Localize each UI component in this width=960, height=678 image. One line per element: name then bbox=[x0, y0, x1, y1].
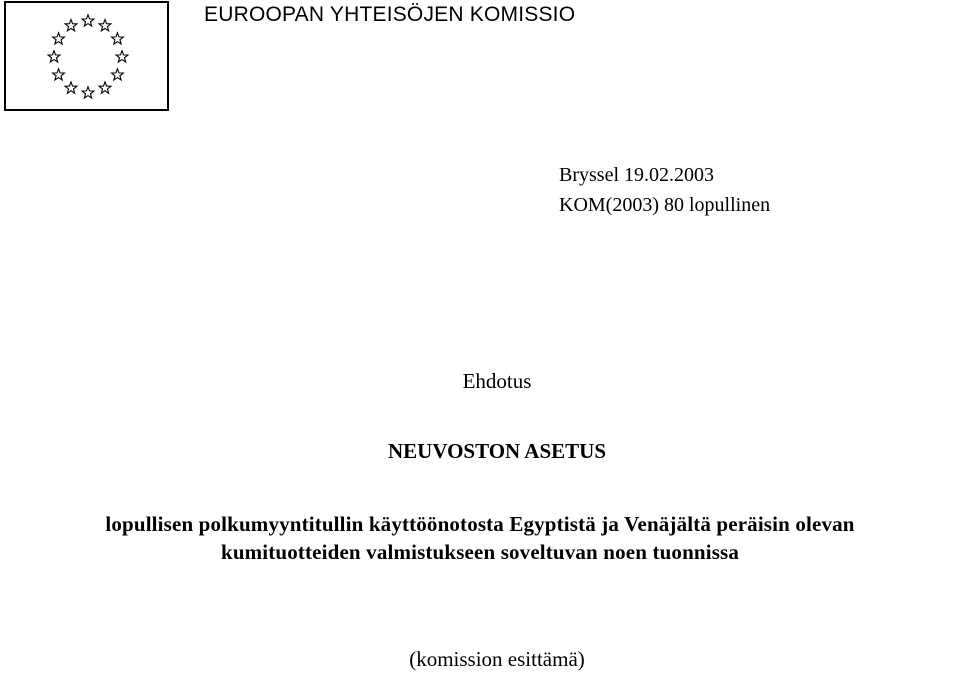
presented-by: (komission esittämä) bbox=[409, 647, 585, 671]
document-reference: KOM(2003) 80 lopullinen bbox=[559, 194, 771, 216]
eu-stars-circle-icon bbox=[6, 3, 171, 113]
organization-name: EUROOPAN YHTEISÖJEN KOMISSIO bbox=[204, 3, 576, 26]
star-icon bbox=[48, 51, 60, 62]
star-icon bbox=[99, 82, 111, 93]
document-subject bbox=[0, 510, 960, 566]
star-icon bbox=[112, 69, 124, 80]
eu-logo bbox=[4, 1, 169, 111]
star-icon bbox=[99, 20, 111, 31]
star-icon bbox=[82, 15, 94, 26]
document-title: NEUVOSTON ASETUS bbox=[387, 439, 607, 463]
star-icon bbox=[65, 82, 77, 93]
place-date: Bryssel 19.02.2003 bbox=[559, 164, 714, 186]
document-meta bbox=[559, 160, 770, 220]
star-icon bbox=[65, 20, 77, 31]
star-icon bbox=[53, 33, 65, 44]
star-icon bbox=[53, 69, 65, 80]
subject-line: lopullisen polkumyyntitullin käyttöönotosta Egyptistä ja Venäjältä peräisin olevan bbox=[105, 512, 855, 536]
document-type: Ehdotus bbox=[462, 369, 532, 393]
star-icon bbox=[82, 87, 94, 98]
star-icon bbox=[116, 51, 128, 62]
subject-line: kumituotteiden valmistukseen soveltuvan noen tuonnissa bbox=[220, 540, 740, 564]
star-icon bbox=[112, 33, 124, 44]
